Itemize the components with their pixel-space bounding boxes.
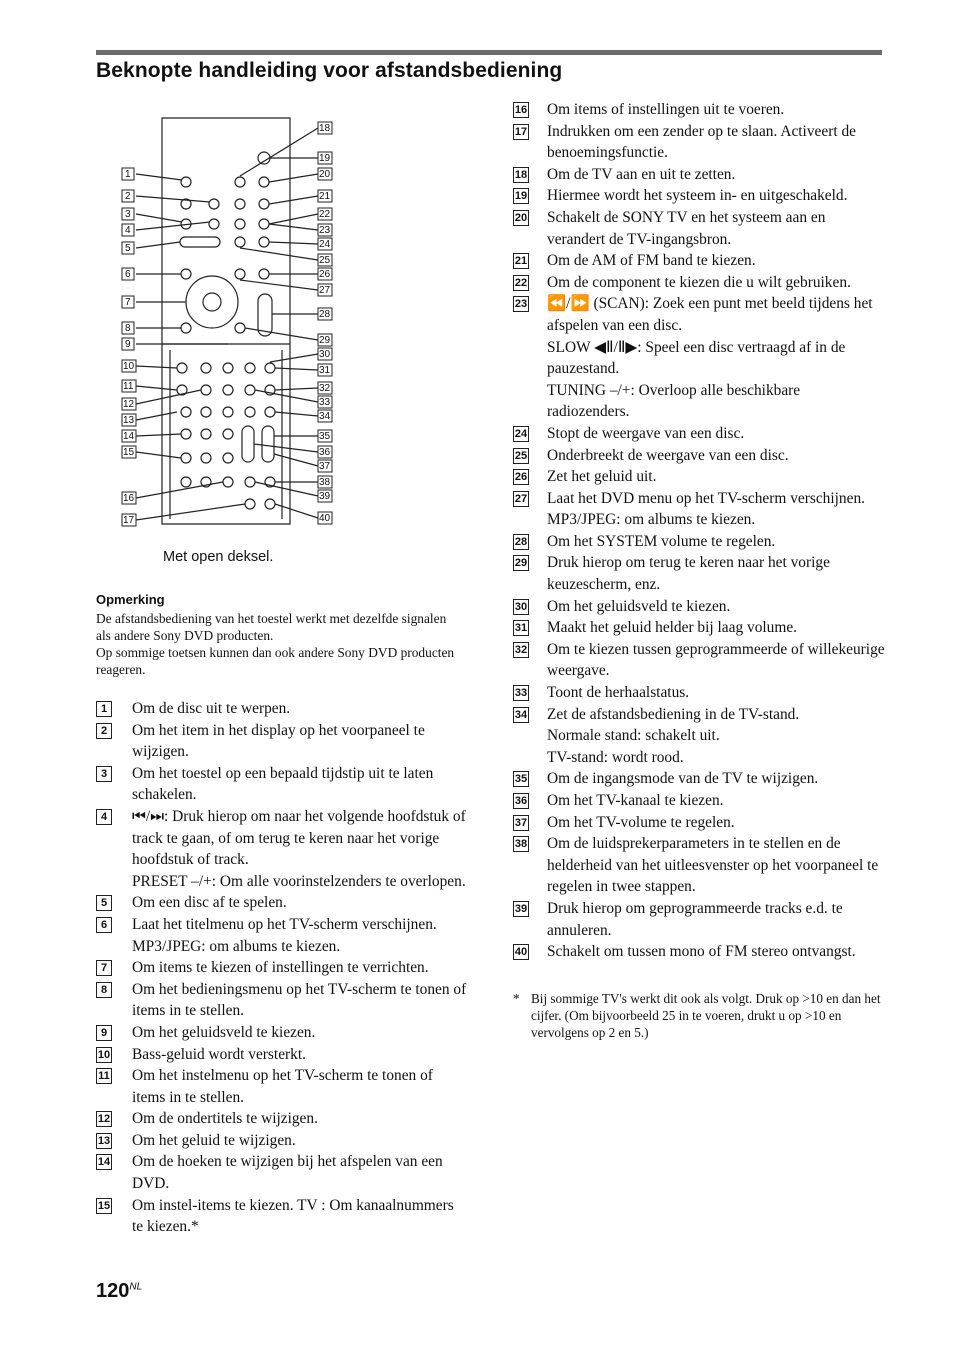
list-item (513, 445, 885, 467)
item-description (112, 1108, 468, 1130)
item-description (529, 596, 885, 618)
item-number-badge: 13 (97, 1134, 111, 1147)
item-number-badge: 21 (514, 255, 528, 268)
list-item (96, 979, 468, 1022)
item-number-badge: 25 (514, 449, 528, 462)
item-description-line: Om het SYSTEM volume te regelen. (547, 532, 776, 550)
list-item (513, 121, 885, 164)
item-description-line: Toont de herhaalstatus. (547, 684, 690, 702)
item-number-badge: 31 (514, 622, 528, 635)
item-description (529, 639, 885, 682)
item-description-line: Om het TV-kanaal te kiezen. (547, 792, 724, 809)
item-description (529, 185, 885, 207)
page-title: Beknopte handleiding voor afstandsbediening (96, 59, 563, 82)
right-item-list (513, 99, 885, 963)
item-number-badge: 20 (514, 211, 528, 224)
list-item (96, 957, 468, 979)
list-item (513, 423, 885, 445)
item-description-line: TUNING –/+: Overloop alle beschikbare radiozenders. (547, 381, 801, 421)
page-number (96, 1280, 142, 1303)
item-number-badge: 14 (97, 1156, 111, 1169)
item-description-line: Om de luidsprekerparameters in te stellen en de helderheid van het uitleesvenster op het voorpaneel te regelen in twee stappen. (547, 835, 879, 896)
item-description (529, 293, 885, 423)
svg-text:16: 16 (123, 493, 135, 504)
list-item (513, 531, 885, 553)
svg-text:24: 24 (319, 239, 331, 250)
svg-text:29: 29 (319, 335, 331, 346)
list-item (513, 941, 885, 963)
item-description-line: PRESET –/+: Om alle voorinstelzenders te overlopen. (132, 872, 466, 890)
item-description (112, 1022, 468, 1044)
item-description (529, 941, 885, 963)
svg-text:32: 32 (319, 383, 331, 394)
footnote-text: Bij sommige TV's werkt dit ook als volgt. Druk op >10 en dan het cijfer. (Om bijvoorbeeld 25 in te voeren, drukt u op >10 en vervolgens op 2 en 5.) (531, 991, 881, 1040)
list-item (513, 293, 885, 423)
item-number-badge: 40 (514, 946, 528, 959)
list-item (96, 763, 468, 806)
item-description-line: Druk hierop om geprogrammeerde tracks e.d. te annuleren. (547, 899, 843, 939)
list-item (513, 833, 885, 898)
svg-text:38: 38 (319, 477, 331, 488)
svg-text:1: 1 (125, 169, 131, 180)
item-description-line: SLOW ◀Ⅱ/Ⅱ▶: Speel een disc vertraagd af in de pauzestand. (547, 338, 846, 378)
svg-text:10: 10 (123, 361, 135, 372)
item-number-badge: 27 (514, 492, 528, 505)
item-description-line: Maakt het geluid helder bij laag volume. (547, 619, 798, 637)
svg-text:17: 17 (123, 515, 135, 526)
item-description-line: Om het instelmenu op het TV-scherm te tonen of items in te stellen. (132, 1067, 433, 1106)
note-line: De afstandsbediening van het toestel werkt met dezelfde signalen als andere Sony DVD producten. (96, 611, 447, 643)
svg-text:2: 2 (125, 191, 131, 202)
list-item (96, 892, 468, 914)
item-number-badge: 35 (514, 773, 528, 786)
item-description-line: Om de disc uit te werpen. (132, 700, 291, 717)
item-number-badge: 9 (96, 1025, 112, 1041)
page-number-suffix: NL (129, 1281, 143, 1293)
list-item (96, 720, 468, 763)
item-description-line: ⏪/⏩ (SCAN): Zoek een punt met beeld tijdens het afspelen van een disc. (547, 295, 873, 334)
list-item (513, 768, 885, 790)
item-description (529, 833, 885, 898)
svg-text:19: 19 (319, 153, 331, 164)
svg-text:4: 4 (125, 225, 131, 236)
item-description (112, 979, 468, 1022)
item-description (529, 99, 885, 121)
svg-text:34: 34 (319, 411, 331, 422)
item-number-badge: 1 (96, 701, 112, 717)
item-number-badge: 24 (514, 427, 528, 440)
list-item (513, 164, 885, 186)
item-description (529, 272, 885, 294)
item-number-badge: 32 (514, 643, 528, 656)
svg-text:27: 27 (319, 285, 331, 296)
item-number-badge: 26 (514, 471, 528, 484)
item-description-line: MP3/JPEG: om albums te kiezen. (132, 937, 341, 955)
svg-text:6: 6 (125, 269, 131, 280)
item-description (529, 423, 885, 445)
item-description-line: Schakelt om tussen mono of FM stereo ontvangst. (547, 943, 856, 961)
item-description-line: Om de ondertitels te wijzigen. (132, 1110, 318, 1128)
item-description (529, 466, 885, 488)
svg-text:40: 40 (319, 513, 331, 524)
item-description-line: ⏮/⏭: Druk hierop om naar het volgende hoofdstuk of track te gaan, of om terug te keren naar het vorige hoofdstuk of track. (132, 807, 466, 869)
list-item (513, 99, 885, 121)
svg-text:36: 36 (319, 447, 331, 458)
list-item (96, 806, 468, 892)
item-description (112, 1195, 468, 1238)
item-description (529, 250, 885, 272)
list-item (513, 207, 885, 250)
list-item (96, 1151, 468, 1194)
list-item (513, 272, 885, 294)
svg-text:13: 13 (123, 415, 135, 426)
item-number-badge: 2 (96, 723, 112, 739)
item-number-badge: 30 (514, 600, 528, 613)
svg-text:18: 18 (319, 123, 331, 134)
item-number-badge: 3 (96, 766, 112, 782)
item-description (112, 914, 468, 957)
list-item (96, 1195, 468, 1238)
svg-text:39: 39 (319, 491, 331, 502)
list-item (513, 250, 885, 272)
item-description-line: Om items of instellingen uit te voeren. (547, 101, 785, 118)
item-description-line: Schakelt de SONY TV en het systeem aan en verandert de TV-ingangsbron. (547, 208, 826, 248)
list-item (513, 639, 885, 682)
list-item (513, 552, 885, 595)
svg-text:14: 14 (123, 431, 135, 442)
item-number-badge: 12 (97, 1113, 111, 1126)
svg-text:15: 15 (123, 447, 135, 458)
item-description-line: Zet het geluid uit. (547, 468, 657, 486)
item-number-badge: 11 (96, 1068, 112, 1084)
item-description (529, 790, 885, 812)
item-description-line: Om het item in het display op het voorpaneel te wijzigen. (132, 721, 425, 761)
item-description-line: TV-stand: wordt rood. (547, 748, 684, 766)
page-number-value: 120 (96, 1280, 130, 1302)
list-item (513, 488, 885, 531)
note-heading: Opmerking (96, 592, 165, 607)
list-item (513, 704, 885, 769)
footnote (513, 990, 883, 1041)
list-item (513, 812, 885, 834)
item-description-line: Zet de afstandsbediening in de TV-stand. (547, 705, 800, 723)
item-description (529, 552, 885, 595)
item-description-line: Om te kiezen tussen geprogrammeerde of willekeurige weergave. (547, 640, 885, 680)
item-number-badge: 39 (514, 902, 528, 915)
item-number-badge: 18 (514, 168, 528, 181)
item-description (112, 806, 468, 892)
item-description (529, 617, 885, 639)
item-number-badge: 8 (96, 982, 112, 998)
item-description (529, 488, 885, 531)
item-description-line: Om instel-items te kiezen. TV : Om kanaalnummers te kiezen.* (132, 1196, 454, 1236)
svg-text:20: 20 (319, 169, 331, 180)
item-description (112, 957, 468, 979)
item-description (529, 898, 885, 941)
top-rule (96, 50, 882, 55)
remote-control-figure (118, 114, 338, 534)
list-item (513, 466, 885, 488)
item-description (529, 164, 885, 186)
item-description (112, 1130, 468, 1152)
item-description (112, 1151, 468, 1194)
item-description (112, 698, 468, 720)
item-description-line: Bass-geluid wordt versterkt. (132, 1045, 306, 1063)
item-description-line: Om de hoeken te wijzigen bij het afspelen van een DVD. (132, 1153, 443, 1193)
note-line: Op sommige toetsen kunnen dan ook andere Sony DVD producten reageren. (96, 645, 455, 677)
item-number-badge: 17 (514, 125, 528, 138)
list-item (96, 1108, 468, 1130)
item-number-badge: 36 (514, 795, 528, 807)
item-description (529, 768, 885, 790)
list-item (96, 914, 468, 957)
item-description (112, 1044, 468, 1066)
svg-text:26: 26 (319, 269, 331, 280)
svg-text:5: 5 (125, 243, 131, 254)
svg-text:12: 12 (123, 399, 135, 410)
item-number-badge: 33 (514, 687, 528, 700)
svg-text:28: 28 (319, 309, 331, 320)
note-body (96, 610, 456, 678)
list-item (96, 698, 468, 720)
svg-text:23: 23 (319, 225, 331, 236)
list-item (96, 1130, 468, 1152)
item-description-line: Om de component te kiezen die u wilt gebruiken. (547, 273, 851, 291)
svg-text:25: 25 (319, 255, 331, 266)
svg-text:7: 7 (125, 297, 131, 308)
item-description (529, 207, 885, 250)
item-number-badge: 7 (96, 960, 112, 976)
item-number-badge: 19 (514, 190, 528, 203)
list-item (513, 898, 885, 941)
list-item (513, 617, 885, 639)
item-description-line: Indrukken om een zender op te slaan. Activeert de benoemingsfunctie. (547, 122, 856, 162)
item-description (112, 892, 468, 914)
item-description (529, 121, 885, 164)
item-description (529, 704, 885, 769)
item-description-line: Hiermee wordt het systeem in- en uitgeschakeld. (547, 187, 848, 205)
svg-text:22: 22 (319, 209, 331, 220)
svg-text:37: 37 (319, 461, 331, 472)
list-item (513, 790, 885, 812)
item-number-badge: 10 (97, 1048, 111, 1061)
item-description (529, 682, 885, 704)
item-number-badge: 28 (514, 535, 528, 548)
item-number-badge: 38 (514, 838, 528, 851)
list-item (513, 682, 885, 704)
item-description-line: Om het TV-volume te regelen. (547, 813, 735, 831)
left-item-list (96, 698, 468, 1238)
item-description-line: Stopt de weergave van een disc. (547, 424, 745, 442)
item-description-line: Druk hierop om terug te keren naar het vorige keuzescherm, enz. (547, 554, 830, 594)
item-description-line: Om het geluid te wijzigen. (132, 1131, 296, 1149)
item-description (112, 763, 468, 806)
list-item (96, 1044, 468, 1066)
svg-text:3: 3 (125, 209, 131, 220)
svg-text:31: 31 (319, 365, 331, 376)
figure-caption: Met open deksel. (163, 549, 274, 565)
footnote-mark: * (513, 991, 520, 1006)
item-number-badge: 37 (514, 816, 528, 829)
item-description-line: Om het bedieningsmenu op het TV-scherm te tonen of items in te stellen. (132, 980, 467, 1020)
svg-text:35: 35 (319, 431, 331, 442)
list-item (96, 1022, 468, 1044)
item-description-line: Om de AM of FM band te kiezen. (547, 252, 756, 270)
item-description-line: Om het toestel op een bepaald tijdstip uit te laten schakelen. (132, 764, 434, 804)
item-description-line: Normale stand: schakelt uit. (547, 727, 720, 745)
item-number-badge: 15 (97, 1199, 111, 1212)
item-description-line: Om het geluidsveld te kiezen. (132, 1023, 316, 1041)
svg-text:8: 8 (125, 323, 131, 334)
item-description-line: MP3/JPEG: om albums te kiezen. (547, 511, 756, 529)
svg-text:33: 33 (319, 397, 331, 408)
item-number-badge: 23 (514, 298, 528, 311)
item-description-line: Laat het titelmenu op het TV-scherm verschijnen. (132, 915, 437, 933)
item-description-line: Om een disc af te spelen. (132, 894, 287, 912)
item-description-line: Om items te kiezen of instellingen te verrichten. (132, 959, 429, 977)
item-description (112, 1065, 468, 1108)
item-description (529, 531, 885, 553)
list-item (513, 596, 885, 618)
item-number-badge: 22 (514, 276, 528, 289)
item-number-badge: 16 (514, 104, 528, 116)
svg-text:11: 11 (123, 381, 134, 392)
item-description (529, 445, 885, 467)
item-description-line: Laat het DVD menu op het TV-scherm verschijnen. (547, 489, 865, 507)
svg-text:21: 21 (319, 191, 331, 202)
item-number-badge: 29 (514, 557, 528, 570)
item-description-line: Om het geluidsveld te kiezen. (547, 597, 731, 615)
item-number-badge: 34 (514, 708, 528, 721)
list-item (513, 185, 885, 207)
item-number-badge: 5 (96, 895, 112, 911)
svg-text:30: 30 (319, 349, 331, 360)
item-description-line: Om de ingangsmode van de TV te wijzigen. (547, 770, 819, 788)
item-description-line: Onderbreekt de weergave van een disc. (547, 446, 789, 464)
item-number-badge: 6 (96, 917, 112, 933)
list-item (96, 1065, 468, 1108)
item-description-line: Om de TV aan en uit te zetten. (547, 165, 736, 183)
svg-text:9: 9 (125, 339, 131, 350)
item-number-badge: 4 (96, 809, 112, 825)
item-description (112, 720, 468, 763)
item-description (529, 812, 885, 834)
